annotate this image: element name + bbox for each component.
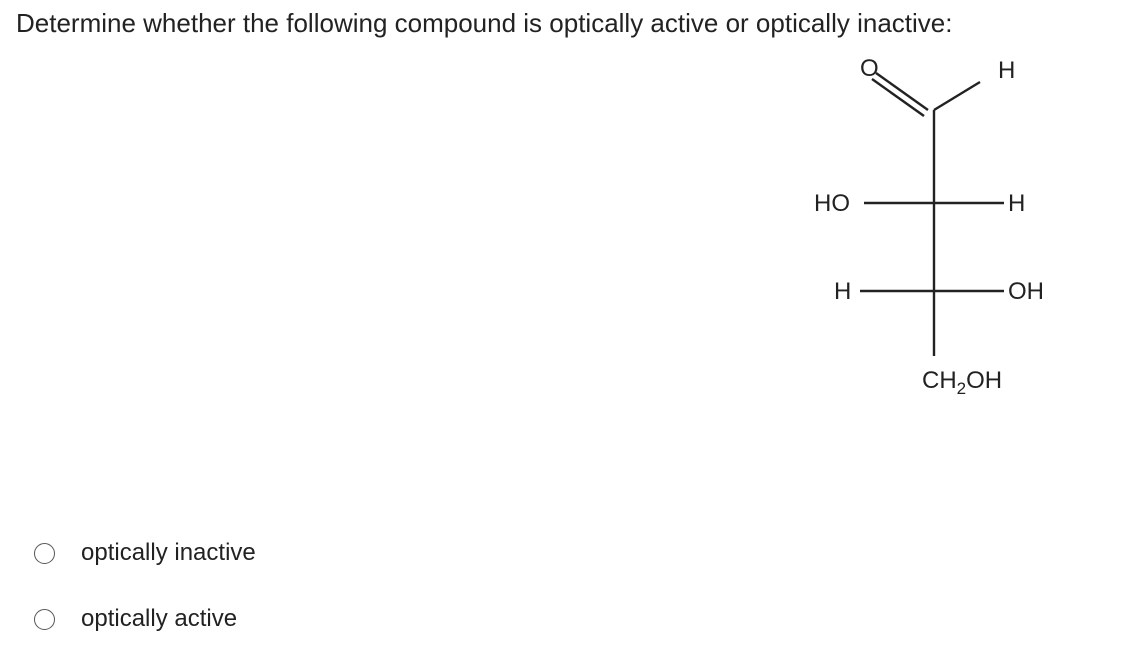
atom-c3-right: OH: [1008, 278, 1044, 305]
option-label-optically-active: optically active: [81, 605, 238, 632]
atom-c2-right: H: [1008, 190, 1026, 217]
atom-c2-left: HO: [814, 190, 850, 217]
atom-bottom-group: [922, 367, 1002, 398]
answer-options: [34, 532, 256, 664]
atom-bottom-subscript: 2: [956, 379, 967, 398]
aldehyde-h-bond: [934, 82, 980, 110]
atom-h-top: H: [998, 57, 1016, 84]
carbonyl-bond-2: [872, 79, 924, 116]
option-optically-active[interactable]: [34, 598, 256, 640]
radio-button-optically-inactive[interactable]: [34, 543, 55, 564]
question-text: Determine whether the following compound is optically active or optically inactive:: [16, 8, 953, 38]
fischer-projection: [780, 48, 1100, 408]
option-label-optically-inactive: optically inactive: [81, 539, 256, 566]
atom-bottom-ch: CH: [922, 367, 957, 394]
atom-c3-left: H: [834, 278, 852, 305]
option-optically-inactive[interactable]: [34, 532, 256, 574]
fischer-projection-svg: [780, 48, 1100, 408]
atom-o-top: O: [860, 55, 879, 82]
radio-button-optically-active[interactable]: [34, 609, 55, 630]
carbonyl-bond-1: [876, 73, 928, 110]
atom-bottom-oh: OH: [966, 367, 1003, 394]
